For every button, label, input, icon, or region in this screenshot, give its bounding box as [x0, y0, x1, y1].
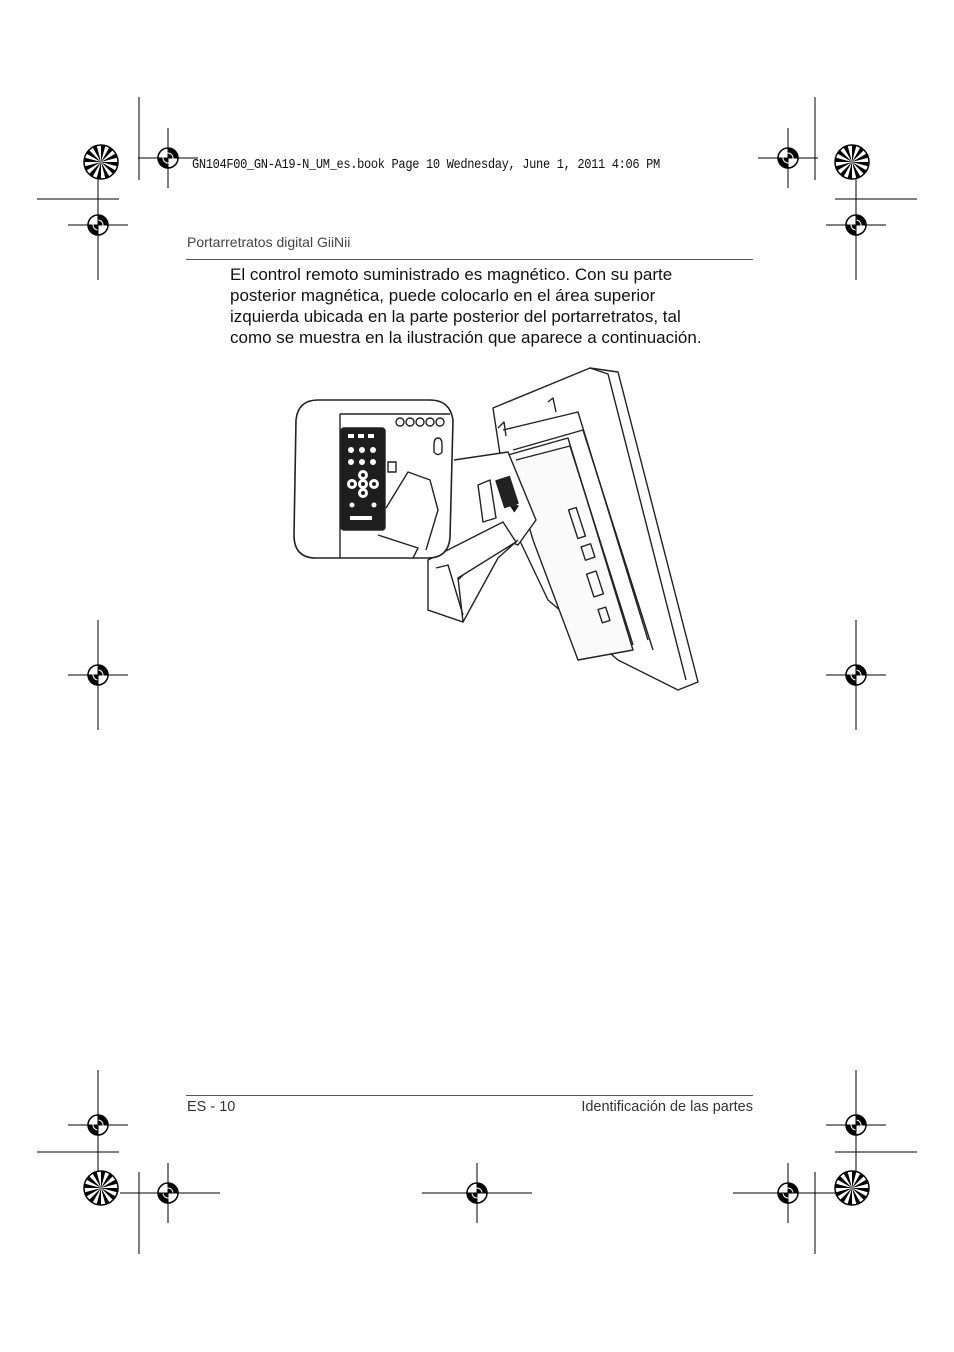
running-header: Portarretratos digital GiiNii	[187, 234, 351, 250]
page-number: ES - 10	[187, 1099, 236, 1115]
body-line: posterior magnética, puede colocarlo en el área superior	[230, 286, 656, 305]
body-line: El control remoto suministrado es magnético. Con su parte	[230, 265, 673, 284]
remote-mounting-illustration	[278, 360, 708, 695]
header-rule	[186, 259, 753, 260]
body-line: izquierda ubicada en la parte posterior del portarretratos, tal	[230, 307, 681, 326]
body-paragraph	[230, 264, 770, 348]
footer-section-title: Identificación de las partes	[581, 1099, 753, 1115]
body-line: como se muestra en la ilustración que aparece a continuación.	[230, 328, 702, 347]
print-slug-line: GN104F00_GN-A19-N_UM_es.book Page 10 Wednesday, June 1, 2011 4:06 PM	[192, 157, 660, 173]
footer-rule	[186, 1095, 753, 1096]
